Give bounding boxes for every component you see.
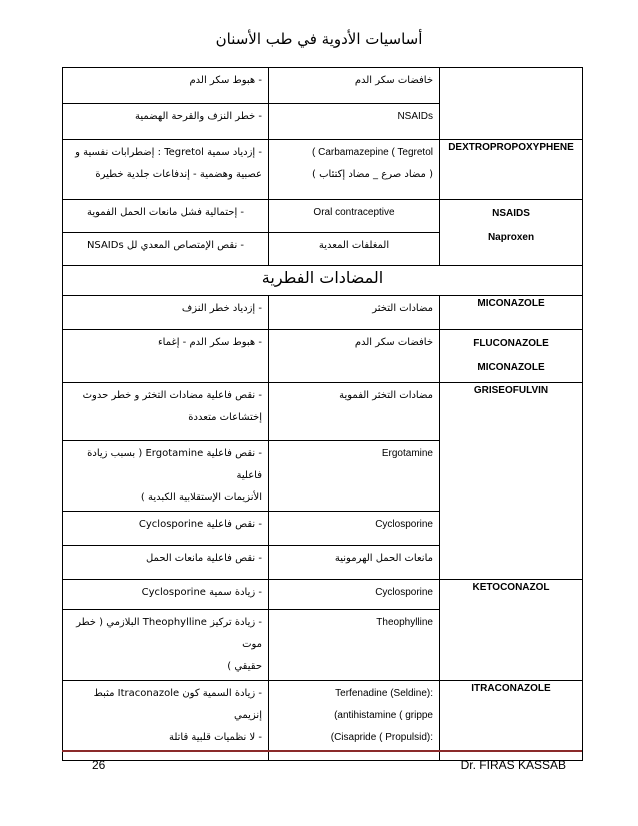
effect-cell	[63, 68, 269, 104]
table-row	[63, 296, 583, 330]
section-row	[63, 266, 583, 296]
table-row	[63, 140, 583, 200]
interaction-cell	[269, 610, 440, 681]
drug-cell	[440, 200, 583, 266]
interaction-text: Ergotamine	[381, 448, 433, 459]
effect-cell	[63, 296, 269, 330]
effect-cell	[63, 330, 269, 383]
interaction-cell	[269, 200, 440, 233]
effect-text: إختشاعات متعددة	[188, 412, 262, 423]
interaction-text: ( مضاد صرع _ مضاد إكتئاب )	[312, 169, 433, 180]
effect-text: - هبوط سكر الدم - إغماء	[157, 337, 262, 348]
effect-text: - نقص الإمتصاص المعدي لل NSAIDs	[86, 240, 245, 251]
drug-name: GRISEOFULVIN	[473, 385, 549, 396]
table-row	[63, 68, 583, 104]
effect-cell	[63, 200, 269, 233]
drug-cell	[440, 580, 583, 681]
drug-name: KETOCONAZOL	[472, 582, 550, 593]
interaction-cell	[269, 580, 440, 610]
interaction-text: مضادات التخثر	[372, 303, 433, 314]
interaction-cell	[269, 330, 440, 383]
effect-text: - نقص فاعلية Ergotamine ( بسبب زيادة فاعلية	[87, 448, 262, 481]
interaction-text: المغلفات المعدية	[318, 240, 390, 251]
effect-cell	[63, 233, 269, 266]
interaction-cell	[269, 383, 440, 441]
effect-cell	[63, 512, 269, 546]
interaction-text: مضادات التخثر الفموية	[339, 390, 433, 401]
effect-cell	[63, 610, 269, 681]
interaction-text: (Cisapride ( Propulsid):	[330, 732, 433, 743]
interaction-cell	[269, 546, 440, 580]
table-row	[63, 330, 583, 383]
interaction-text: خافضات سكر الدم	[354, 75, 433, 86]
effect-text: - إزدياد خطر النزف	[181, 303, 262, 314]
interaction-cell	[269, 296, 440, 330]
interaction-text: Terfenadine (Seldine):	[335, 688, 433, 699]
table-row	[63, 681, 583, 761]
interaction-text: Cyclosporine	[375, 519, 433, 530]
interaction-cell	[269, 233, 440, 266]
drug-name: FLUCONAZOLE	[473, 338, 549, 349]
effect-text: حقيقي )	[227, 661, 262, 672]
author-name: Dr. FIRAS KASSAB	[460, 758, 566, 772]
interaction-text: Theophylline	[376, 617, 433, 628]
effect-text: - زيادة تركيز Theophylline البلازمي ( خطر موت	[76, 617, 262, 650]
drug-name: MICONAZOLE	[477, 298, 545, 309]
effect-text: - هبوط سكر الدم	[189, 75, 262, 86]
effect-cell	[63, 383, 269, 441]
interaction-text: ( Carbamazepine ( Tegretol	[312, 147, 433, 158]
effect-text: الأنزيمات الإستقلابية الكبدية )	[140, 492, 262, 503]
effect-text: - إحتمالية فشل مانعات الحمل الفموية	[86, 207, 245, 218]
drug-name: MICONAZOLE	[477, 362, 545, 373]
drug-cell	[440, 383, 583, 580]
effect-text: - إزدياد سمية Tegretol : إضطرابات نفسية و	[75, 147, 262, 158]
footer-divider	[62, 750, 582, 752]
drug-cell-empty	[440, 68, 583, 140]
table-row	[63, 580, 583, 610]
effect-cell	[63, 104, 269, 140]
interaction-text: Cyclosporine	[375, 587, 433, 598]
drug-cell	[440, 140, 583, 200]
drug-name: Naproxen	[487, 232, 535, 243]
interaction-cell	[269, 68, 440, 104]
drug-cell	[440, 330, 583, 383]
section-heading	[63, 266, 583, 296]
drug-name: NSAIDS	[492, 208, 530, 219]
interaction-text: خافضات سكر الدم	[354, 337, 433, 348]
effect-text: - نقص فاعلية مانعات الحمل	[145, 553, 262, 564]
interaction-cell	[269, 512, 440, 546]
effect-text: - زيادة سمية Cyclosporine	[141, 587, 262, 598]
interaction-text: Oral contraceptive	[313, 207, 395, 218]
interaction-cell	[269, 681, 440, 761]
table-row	[63, 383, 583, 441]
effect-cell	[63, 140, 269, 200]
interaction-text: (antihistamine ( grippe	[334, 710, 433, 721]
table-row	[63, 200, 583, 233]
effect-text: عصبية وهضمية - إندفاعات جلدية خطيرة	[95, 169, 262, 180]
interaction-text: مانعات الحمل الهرمونية	[334, 553, 433, 564]
effect-cell	[63, 441, 269, 512]
effect-cell	[63, 580, 269, 610]
effect-text: - نقص فاعلية Cyclosporine	[138, 519, 262, 530]
interaction-text: NSAIDs	[397, 111, 433, 122]
effect-text: - خطر النزف والقرحة الهضمية	[135, 111, 262, 122]
drug-cell	[440, 296, 583, 330]
interactions-table	[62, 67, 583, 761]
effect-cell	[63, 546, 269, 580]
interaction-cell	[269, 104, 440, 140]
effect-cell	[63, 681, 269, 761]
section-title: المضادات الفطرية	[261, 268, 384, 287]
drug-name: ITRACONAZOLE	[471, 683, 551, 694]
effect-text: - لا نظميات قلبية قاتلة	[168, 732, 262, 743]
page-number: 26	[92, 758, 106, 772]
effect-text: - زيادة السمية كون Itraconazole مثبط إنزيمي	[93, 688, 262, 721]
page-title: أساسيات الأدوية في طب الأسنان	[215, 30, 423, 48]
drug-name: DEXTROPROPOXYPHENE	[448, 142, 574, 153]
interaction-cell	[269, 140, 440, 200]
drug-cell	[440, 681, 583, 761]
effect-text: - نقص فاعلية مضادات التخثر و خطر حدوث	[82, 390, 262, 401]
interaction-cell	[269, 441, 440, 512]
